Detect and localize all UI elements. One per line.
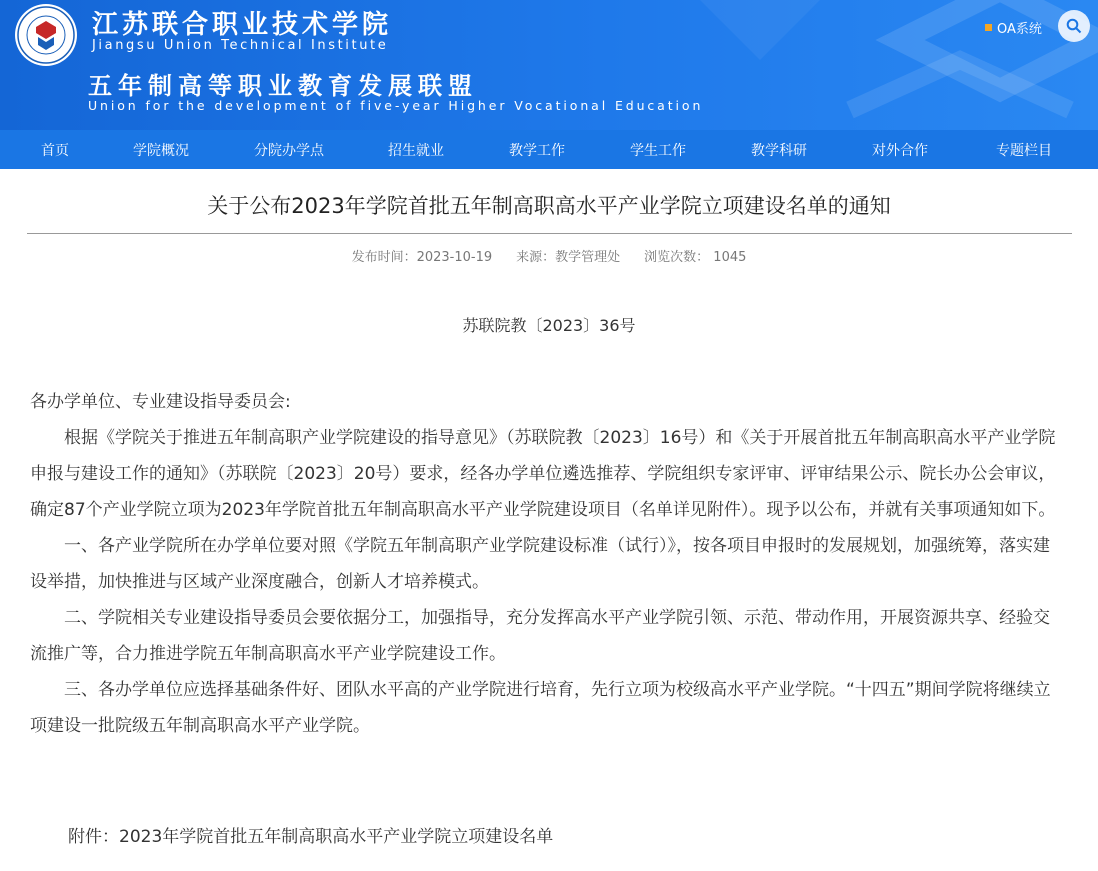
nav-item-admissions[interactable]: 招生就业 bbox=[388, 142, 444, 159]
nav-item-teaching[interactable]: 教学工作 bbox=[509, 142, 565, 159]
nav-item-students[interactable]: 学生工作 bbox=[630, 142, 686, 159]
nav-item-home[interactable]: 首页 bbox=[41, 142, 69, 159]
site-title-cn: 江苏联合职业技术学院 bbox=[92, 10, 393, 40]
article-title: 关于公布2023年学院首批五年制高职高水平产业学院立项建设名单的通知 bbox=[207, 194, 891, 218]
view-count: 浏览次数： 1045 bbox=[644, 250, 747, 265]
paragraph-item-3: 三、各办学单位应选择基础条件好、团队水平高的产业学院进行培育，先行立项为校级高水平产业学院。“十四五”期间学院将继续立项建设一批院级五年制高职高水平产业学院。 bbox=[30, 680, 1051, 736]
institute-seal-logo[interactable] bbox=[14, 3, 78, 67]
search-icon bbox=[1066, 18, 1082, 34]
nav-item-branches[interactable]: 分院办学点 bbox=[254, 142, 324, 159]
search-button[interactable] bbox=[1058, 10, 1090, 42]
site-header bbox=[0, 0, 1098, 130]
nav-item-about[interactable]: 学院概况 bbox=[133, 142, 189, 159]
oa-label: OA系统 bbox=[997, 22, 1042, 37]
oa-system-link[interactable] bbox=[985, 18, 1042, 37]
site-title-en: Jiangsu Union Technical Institute bbox=[92, 38, 389, 53]
salutation: 各办学单位、专业建设指导委员会: bbox=[30, 392, 291, 412]
main-nav bbox=[0, 130, 1098, 169]
nav-item-topics[interactable]: 专题栏目 bbox=[996, 142, 1052, 159]
attachment-link[interactable]: 附件：2023年学院首批五年制高职高水平产业学院立项建设名单 bbox=[68, 827, 554, 847]
site-subtitle-en: Union for the development of five-year Higher Vocational Education bbox=[88, 98, 704, 113]
site-subtitle-cn: 五年制高等职业教育发展联盟 bbox=[88, 71, 478, 100]
nav-item-research[interactable]: 教学科研 bbox=[751, 142, 807, 159]
paragraph-intro: 根据《学院关于推进五年制高职产业学院建设的指导意见》（苏联院教〔2023〕16号）和《关于开展首批五年制高职高水平产业学院申报与建设工作的通知》（苏联院〔2023〕20号）要求，经各办学单位遴选推荐、学院组织专家评审、评审结果公示、院长办公会审议，确定87个产业学院立项为2023年学院首批五年制高职高水平产业学院建设项目（名单详见附件）。现予以公布，并就有关事项通知如下。 bbox=[30, 428, 1056, 520]
title-divider bbox=[27, 233, 1072, 234]
oa-marker-icon bbox=[985, 24, 992, 31]
article-body bbox=[30, 384, 1058, 744]
document-number: 苏联院教〔2023〕36号 bbox=[462, 316, 636, 335]
article-source: 来源：教学管理处 bbox=[516, 250, 621, 265]
nav-item-cooperation[interactable]: 对外合作 bbox=[872, 142, 928, 159]
paragraph-item-2: 二、学院相关专业建设指导委员会要依据分工，加强指导，充分发挥高水平产业学院引领、示范、带动作用，开展资源共享、经验交流推广等，合力推进学院五年制高职高水平产业学院建设工作。 bbox=[30, 608, 1050, 664]
article-meta bbox=[0, 246, 1098, 265]
publish-time: 发布时间：2023-10-19 bbox=[351, 250, 493, 265]
paragraph-item-1: 一、各产业学院所在办学单位要对照《学院五年制高职产业学院建设标准（试行）》，按各项目申报时的发展规划，加强统筹，落实建设举措，加快推进与区域产业深度融合，创新人才培养模式。 bbox=[30, 536, 1050, 592]
